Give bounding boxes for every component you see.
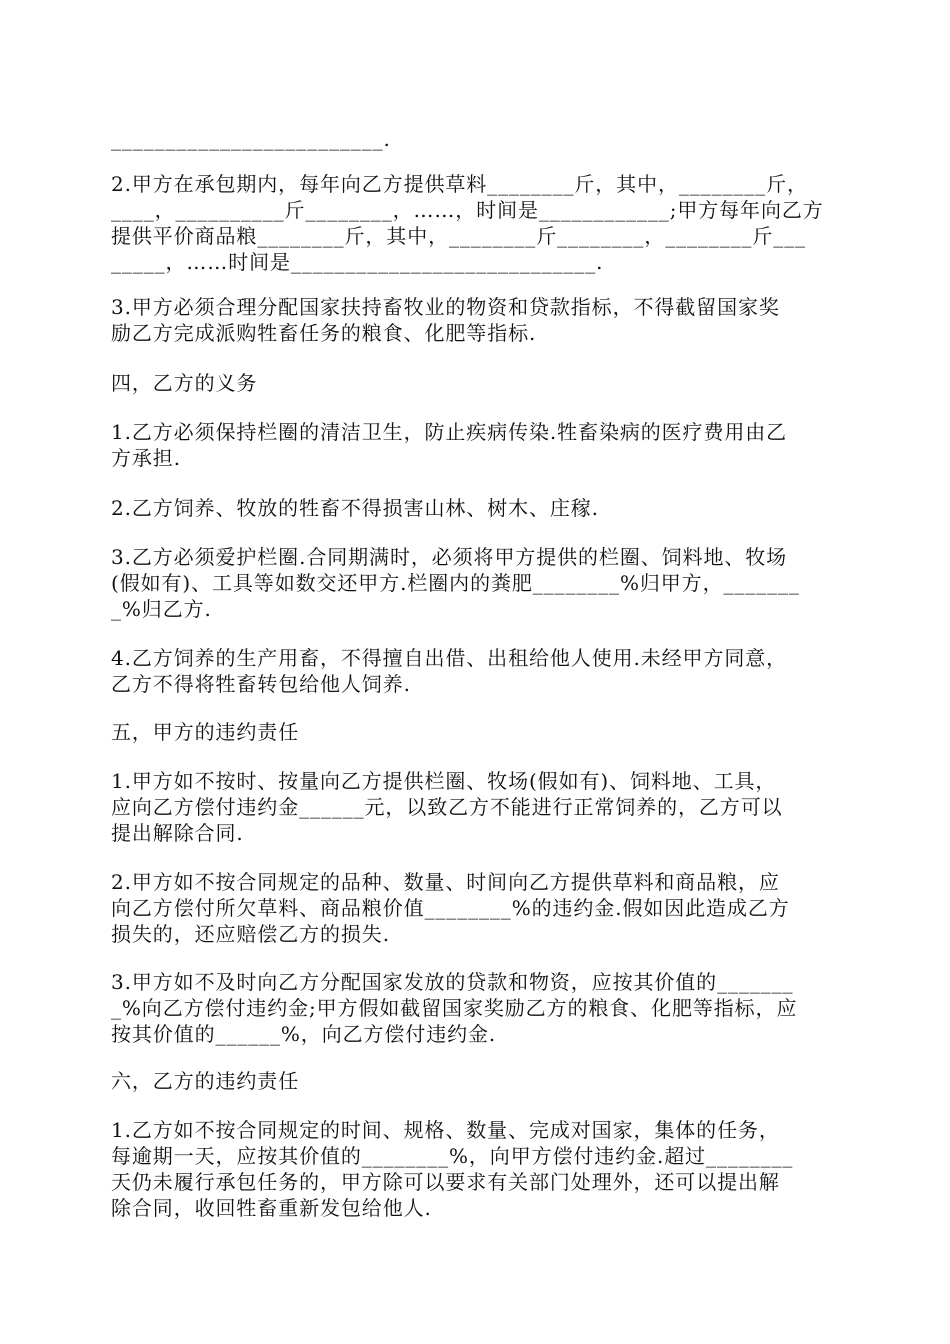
text-line: 1.甲方如不按时、按量向乙方提供栏圈、牧场(假如有)、饲料地、工具，: [111, 769, 777, 793]
text-line: _%向乙方偿付违约金;甲方假如截留国家奖励乙方的粮食、化肥等指标，应: [111, 996, 798, 1020]
text-line: 4.乙方饲养的生产用畜，不得擅自出借、出租给他人使用.未经甲方同意，: [111, 646, 788, 670]
text-line: 向乙方偿付所欠草料、商品粮价值________%的违约金.假如因此造成乙方: [111, 896, 790, 920]
text-line: 3.甲方必须合理分配国家扶持畜牧业的物资和贷款指标，不得截留国家奖: [111, 295, 780, 319]
section-heading: 四，乙方的义务: [111, 371, 258, 395]
text-line: 2.甲方在承包期内，每年向乙方提供草料________斤，其中，________斤，: [111, 172, 808, 196]
text-line: 乙方不得将牲畜转包给他人饲养.: [111, 672, 411, 696]
text-line: 除合同，收回牲畜重新发包给他人.: [111, 1196, 432, 1220]
text-line: 提供平价商品粮________斤，其中，________斤________，________斤___: [111, 224, 806, 248]
text-line: 方承担.: [111, 446, 181, 470]
text-line: (假如有)、工具等如数交还甲方.栏圈内的粪肥________%归甲方，_______: [111, 571, 800, 595]
text-line: 按其价值的______%，向乙方偿付违约金.: [111, 1022, 497, 1046]
section-heading: 五，甲方的违约责任: [111, 720, 300, 744]
text-line: ____，__________斤________，……，时间是____________;甲方每年向乙方: [111, 198, 824, 222]
section-heading: 六，乙方的违约责任: [111, 1069, 300, 1093]
text-line: 励乙方完成派购牲畜任务的粮食、化肥等指标.: [111, 321, 537, 345]
text-line: 每逾期一天，应按其价值的________%，向甲方偿付违约金.超过________: [111, 1144, 794, 1168]
text-line: 3.乙方必须爱护栏圈.合同期满时，必须将甲方提供的栏圈、饲料地、牧场: [111, 545, 788, 569]
text-line: 应向乙方偿付违约金______元，以致乙方不能进行正常饲养的，乙方可以: [111, 795, 783, 819]
text-line: _________________________.: [111, 127, 391, 151]
text-line: 损失的，还应赔偿乙方的损失.: [111, 922, 390, 946]
text-line: 2.乙方饲养、牧放的牲畜不得损害山林、树木、庄稼.: [111, 496, 599, 520]
text-line: 1.乙方如不按合同规定的时间、规格、数量、完成对国家，集体的任务，: [111, 1118, 780, 1142]
text-line: _____，……时间是____________________________.: [111, 250, 604, 274]
text-line: 提出解除合同.: [111, 821, 244, 845]
text-line: 2.甲方如不按合同规定的品种、数量、时间向乙方提供草料和商品粮，应: [111, 870, 780, 894]
text-line: 天仍未履行承包任务的，甲方除可以要求有关部门处理外，还可以提出解: [111, 1170, 780, 1194]
text-line: 3.甲方如不及时向乙方分配国家发放的贷款和物资，应按其价值的_______: [111, 970, 794, 994]
text-line: 1.乙方必须保持栏圈的清洁卫生，防止疾病传染.牲畜染病的医疗费用由乙: [111, 420, 788, 444]
text-line: _%归乙方.: [111, 597, 212, 621]
